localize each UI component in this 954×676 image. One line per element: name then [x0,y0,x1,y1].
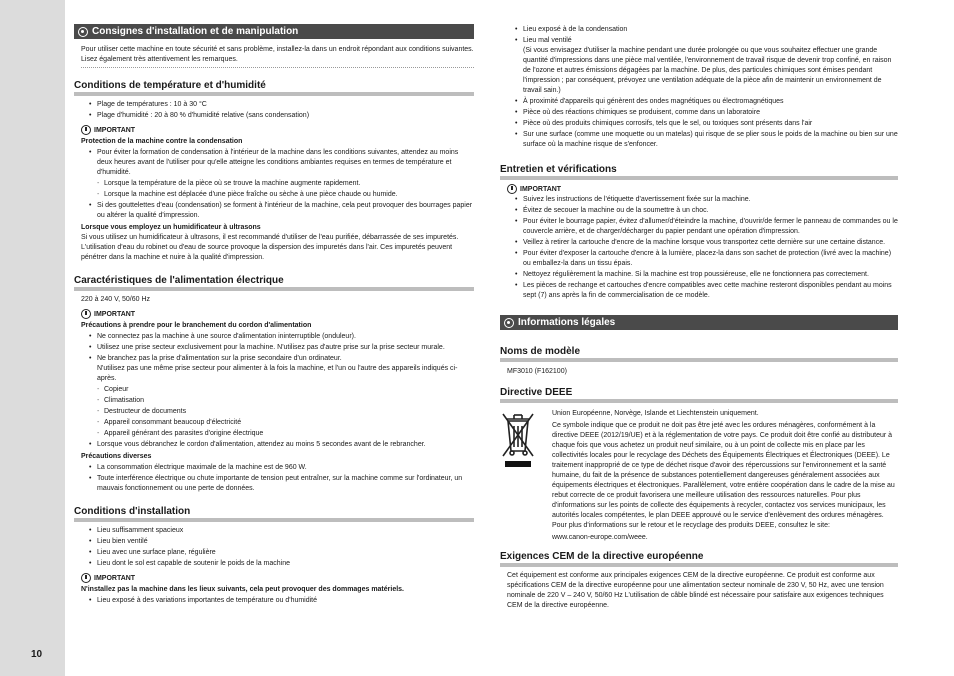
important-label [507,184,898,194]
section-band-title: Informations légales [518,317,616,328]
list-item: • Lieu avec une surface plane, régulière [89,548,474,558]
sub-heading: N'installez pas la machine dans les lieux suivants, cela peut provoquer des dommages matériels. [81,586,405,593]
list-item: - Appareil consommant beaucoup d'électricité [97,418,474,428]
bullet-circle-icon [78,27,88,37]
page-margin-strip [0,0,65,676]
emc-text: Cet équipement est conforme aux principales exigences CEM de la directive européenne. Ce produit est conforme aux spécifications CEM de la directive européenne pour une alimentation secteur nominale de 230 V, 50 Hz, avec une tension nominale de 220 V – 240 V, 50/60 Hz L'utilisation de câble blindé est nécessaire pour satisfaire aux exigences techniques CEM de la directive européenne. [507,572,884,609]
list-item [515,36,898,96]
important-icon [81,309,91,319]
list-item-text: (Si vous envisagez d'utiliser la machine pendant une durée prolongée ou que vous souhaitez effectuer une grande quantité d'impressions dans une pièce mal ventilée, l'environnement de travail risque de devenir trop confiné, en raison de l'ozone et autres émissions dégagées par la machine. De plus, des particules chimiques sont émises pendant l'impression ; par conséquent, prévoyez une ventilation adéquate de la pièce afin de maintenir un environnement de travail sain.) [523,47,892,94]
list-item: • Plage d'humidité : 20 à 80 % d'humidité relative (sans condensation) [89,111,474,121]
voltage-value: 220 à 240 V, 50/60 Hz [81,296,151,303]
weee-bin-icon [500,409,540,543]
intro-text: Pour utiliser cette machine en toute sécurité et sans problème, installez-la dans un endroit répondant aux conditions suivantes. Lisez également très attentivement les remarques. [81,46,474,63]
sub-heading: Précautions à prendre pour le branchement du cordon d'alimentation [81,322,312,329]
important-text: IMPORTANT [520,185,562,193]
heading-power: Caractéristiques de l'alimentation électrique [74,275,474,291]
paragraph: Ce symbole indique que ce produit ne doit pas être jeté avec les ordures ménagères, conformément à la directive DEEE (2012/19/UE) et à la réglementation de votre pays. Ce produit doit être confié au distributeur à chaque fois que vous achetez un produit neuf similaire, ou à un point de collecte mis en place par les collectivités locales pour le recyclage des Déchets des Équipements Électriques et Électroniques (DEEE). Le traitement inapproprié de ce type de déchet risque d'avoir des répercussions sur l'environnement et la santé humaine, du fait de la présence de substances potentiellement dangereuses généralement associées aux équipements électriques et électroniques. Parallèlement, votre entière coopération dans le cadre de la mise au rebut correcte de ce produit favorisera une meilleure utilisation des ressources naturelles. Pour plus d'informations sur les points de collecte des équipements à recycler, contactez vos services municipaux, les autorités locales compétentes, le plan DEEE approuvé ou le service d'enlèvement des ordures ménagères. Pour plus d'informations sur le retour et le recyclage des produits DEEE, consultez le site: [552,422,895,529]
list-item: • Lieu exposé à des variations importantes de température ou d'humidité [89,596,474,606]
important-label [81,125,474,135]
sub-heading: Lorsque vous employez un humidificateur à ultrasons [81,224,261,231]
list-item-text: N'utilisez pas une même prise secteur pour alimenter à la fois la machine, et l'un ou l'autre des appareils indiqués ci-après. [97,365,458,382]
important-icon [81,125,91,135]
paragraph: Si vous utilisez un humidificateur à ultrasons, il est recommandé d'utiliser de l'eau purifiée, débarrassée de ses impuretés. [81,234,459,241]
list-item [89,354,474,384]
weee-url: www.canon-europe.com/weee. [552,534,648,541]
sub-heading: Précautions diverses [81,453,152,460]
list-item: • Si des gouttelettes d'eau (condensation) se forment à l'intérieur de la machine, cela peut provoquer des bourrages papier ou altérer la qualité d'impression. [89,201,474,221]
list-item: • Suivez les instructions de l'étiquette d'avertissement fixée sur la machine. [515,195,898,205]
heading-model: Noms de modèle [500,346,898,362]
model-value: MF3010 (F162100) [507,368,567,375]
heading-install: Conditions d'installation [74,506,474,522]
list-item: - Lorsque la machine est déplacée d'une pièce fraîche ou sèche à une pièce chaude ou humide. [97,190,474,200]
important-text: IMPORTANT [94,310,136,318]
section-band-legal [500,315,898,330]
important-icon [507,184,517,194]
list-item: • Les pièces de rechange et cartouches d'encre compatibles avec cette machine resteront disponibles pendant au moins sept (7) ans après la fin de commercialisation de ce modèle. [515,281,898,301]
heading-temperature: Conditions de température et d'humidité [74,80,474,96]
list-item: • Lieu suffisamment spacieux [89,526,474,536]
list-item: - Appareil générant des parasites d'origine électrique [97,429,474,439]
list-item: • Lieu bien ventilé [89,537,474,547]
list-item: - Destructeur de documents [97,407,474,417]
heading-weee: Directive DEEE [500,387,898,403]
heading-maintenance: Entretien et vérifications [500,164,898,180]
list-item: • Lorsque vous débranchez le cordon d'alimentation, attendez au moins 5 secondes avant de le rebrancher. [89,440,474,450]
list-item: - Climatisation [97,396,474,406]
important-label [81,309,474,319]
bullet-circle-icon [504,318,514,328]
list-item: • Évitez de secouer la machine ou de la soumettre à un choc. [515,206,898,216]
sub-heading: Protection de la machine contre la condensation [81,138,243,145]
list-item: • Toute interférence électrique ou chute importante de tension peut entraîner, sur la machine comme sur l'ordinateur, un mauvais fonctionnement ou une perte de données. [89,474,474,494]
list-item-text: Lieu mal ventilé [523,37,572,44]
paragraph: Union Européenne, Norvège, Islande et Liechtenstein uniquement. [552,410,759,417]
list-item: - Lorsque la température de la pièce où se trouve la machine augmente rapidement. [97,179,474,189]
list-item: • Lieu dont le sol est capable de soutenir le poids de la machine [89,559,474,569]
list-item: • À proximité d'appareils qui génèrent des ondes magnétiques ou électromagnétiques [515,97,898,107]
list-item: - Copieur [97,385,474,395]
important-text: IMPORTANT [94,574,136,582]
list-item: • Sur une surface (comme une moquette ou un matelas) qui risque de se plier sous le poids de la machine ou bien sur une surface où la machine risque de s'enfoncer. [515,130,898,150]
list-item: • Lieu exposé à de la condensation [515,25,898,35]
list-item: • Pour éviter la formation de condensation à l'intérieur de la machine dans les conditions suivantes, attendez au moins deux heures avant de l'utiliser pour qu'elle atteigne les conditions ambiantes requises en termes de température et d'humidité. [89,148,474,178]
heading-emc: Exigences CEM de la directive européenne [500,551,898,567]
list-item: • Nettoyez régulièrement la machine. Si la machine est trop poussiéreuse, elle ne fonctionnera pas correctement. [515,270,898,280]
page-number: 10 [31,649,43,660]
list-item-text: Ne branchez pas la prise d'alimentation sur la prise secondaire d'un ordinateur. [97,355,342,362]
list-item: • Veillez à retirer la cartouche d'encre de la machine lorsque vous transportez cette dernière sur une certaine distance. [515,238,898,248]
section-band-installation [74,24,474,39]
list-item: • Ne connectez pas la machine à une source d'alimentation ininterruptible (onduleur). [89,332,474,342]
list-item: • Pour éviter le bourrage papier, évitez d'allumer/d'éteindre la machine, d'ouvrir/de fermer le panneau de commandes ou le couvercle arrière, et de charger/décharger du papier pendant une opération d'impression. [515,217,898,237]
list-item: • La consommation électrique maximale de la machine est de 960 W. [89,463,474,473]
important-icon [81,573,91,583]
divider [81,67,474,68]
paragraph: L'utilisation d'eau du robinet ou d'eau de source provoque la dispersion des impuretés dans l'air. Ces impuretés peuvent pénétrer dans la machine et nuire à la qualité d'impression. [81,244,453,261]
list-item: • Pièce où des produits chimiques corrosifs, tels que le sel, ou toxiques sont présents dans l'air [515,119,898,129]
list-item: • Plage de températures : 10 à 30 °C [89,100,474,110]
list-item: • Utilisez une prise secteur exclusivement pour la machine. N'utilisez pas d'autre prise sur la prise secteur murale. [89,343,474,353]
important-label [81,573,474,583]
right-column [500,24,898,611]
list-item: • Pour éviter d'exposer la cartouche d'encre à la lumière, placez-la dans son sachet de protection (livré avec la machine) ou emballez-la dans un tissu épais. [515,249,898,269]
important-text: IMPORTANT [94,126,136,134]
list-item: • Pièce où des réactions chimiques se produisent, comme dans un laboratoire [515,108,898,118]
section-band-title: Consignes d'installation et de manipulation [92,26,299,37]
left-column [74,24,474,606]
